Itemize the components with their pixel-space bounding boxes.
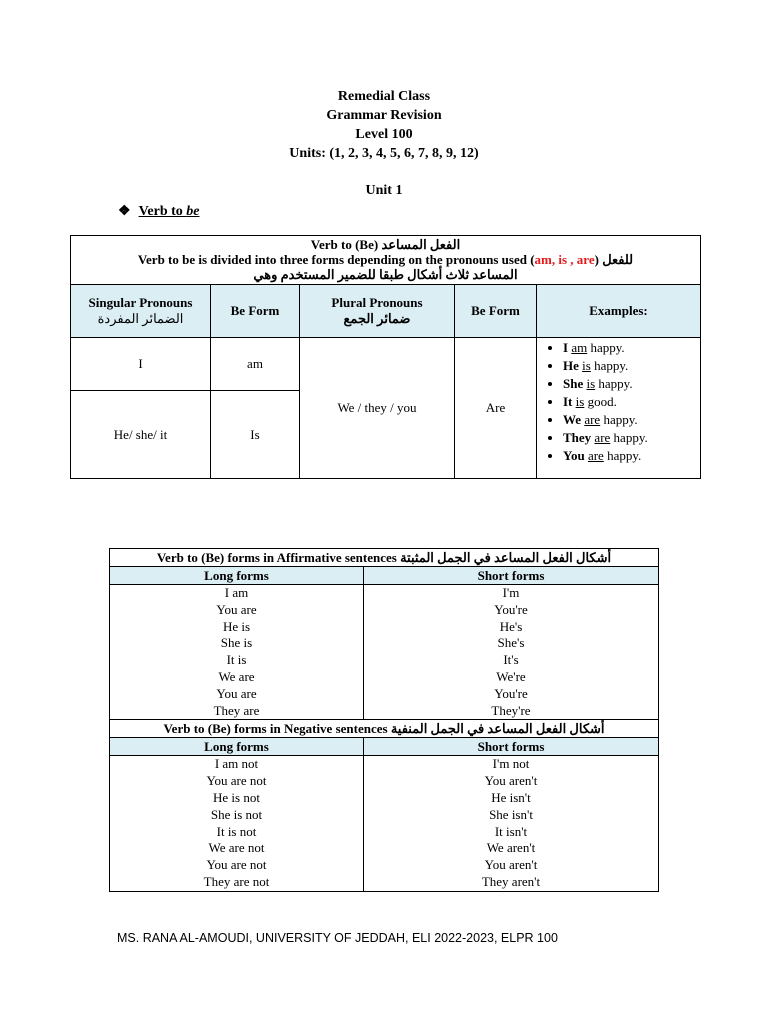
header-plural-label: Plural Pronouns bbox=[331, 295, 423, 310]
header-line-level: Level 100 bbox=[355, 127, 413, 142]
list-item: It isn't bbox=[494, 823, 528, 839]
list-item: They aren't bbox=[481, 873, 541, 889]
list-item: She isn't bbox=[489, 806, 533, 822]
section-label: Verb to bbox=[138, 204, 187, 219]
example-item: • You are happy. bbox=[563, 447, 700, 465]
list-item: You are not bbox=[206, 857, 267, 873]
list-item: She is not bbox=[210, 806, 263, 822]
list-item: He's bbox=[499, 618, 523, 634]
list-item: I am bbox=[224, 585, 249, 600]
header-singular-arabic: الضمائر المفردة bbox=[97, 311, 184, 326]
list-item: You're bbox=[494, 685, 528, 701]
header-line-units: Units: (1, 2, 3, 4, 5, 6, 7, 8, 9, 12) bbox=[289, 146, 479, 161]
list-item: We are bbox=[218, 668, 255, 684]
pronoun-he-she-it: He/ she/ it bbox=[71, 391, 211, 479]
list-item: We are not bbox=[208, 840, 265, 856]
negative-long-forms bbox=[110, 756, 364, 891]
list-item: She is bbox=[220, 635, 253, 651]
list-item: You are not bbox=[206, 773, 267, 789]
list-item: I'm bbox=[502, 585, 520, 600]
list-item: We aren't bbox=[486, 840, 536, 856]
header-line-class: Remedial Class bbox=[337, 89, 431, 104]
affirmative-title: Verb to (Be) forms in Affirmative sentences أشكال الفعل المساعد في الجمل المثبتة bbox=[110, 549, 659, 567]
affirmative-col-long: Long forms bbox=[110, 567, 364, 585]
example-item: • She is happy. bbox=[563, 375, 700, 393]
pronoun-i: I bbox=[71, 338, 211, 391]
list-item: He is bbox=[222, 618, 251, 634]
list-item: I am not bbox=[214, 756, 259, 772]
affirmative-short-forms bbox=[364, 585, 659, 720]
header-be-form-2: Be Form bbox=[455, 285, 537, 338]
example-item: • They are happy. bbox=[563, 429, 700, 447]
list-item: They are not bbox=[203, 873, 270, 889]
table-desc-forms: am, is , are bbox=[534, 252, 595, 267]
list-item: He is not bbox=[213, 789, 260, 805]
forms-table bbox=[109, 548, 659, 892]
examples-cell bbox=[537, 338, 701, 479]
list-item: It is not bbox=[216, 823, 257, 839]
footer-text: MS. RANA AL-AMOUDI, UNIVERSITY OF JEDDAH, ELI 2022-2023, ELPR 100 bbox=[117, 931, 558, 945]
header-examples: Examples: bbox=[537, 285, 701, 338]
header-plural-arabic: ضمائر الجمع bbox=[343, 311, 411, 326]
list-item: They are bbox=[213, 702, 260, 718]
table-desc-arabic: المساعد ثلاث أشكال طبقا للضمير المستخدم وهي bbox=[253, 267, 518, 282]
header-singular-label: Singular Pronouns bbox=[88, 295, 193, 310]
list-item: I'm not bbox=[492, 756, 530, 772]
list-item: He isn't bbox=[491, 789, 531, 805]
examples-list bbox=[537, 339, 700, 465]
form-are: Are bbox=[455, 338, 537, 479]
list-item: It is bbox=[226, 652, 247, 668]
diamond-bullet-icon: ❖ bbox=[118, 204, 131, 219]
list-item: You are bbox=[216, 685, 257, 701]
table-title: Verb to (Be) الفعل المساعد bbox=[310, 237, 461, 252]
header-plural-pronouns bbox=[300, 285, 455, 338]
list-item: You aren't bbox=[484, 773, 538, 789]
negative-title: Verb to (Be) forms in Negative sentences أشكال الفعل المساعد في الجمل المنفية bbox=[110, 720, 659, 738]
list-item: We're bbox=[496, 668, 526, 684]
section-label-emphasis: be bbox=[186, 204, 200, 219]
header-singular-pronouns bbox=[71, 285, 211, 338]
table-intro bbox=[71, 236, 701, 285]
list-item: She's bbox=[497, 635, 525, 651]
table-desc-part1: Verb to be is divided into three forms depending on the pronouns used ( bbox=[137, 252, 535, 267]
affirmative-col-short: Short forms bbox=[364, 567, 659, 585]
verb-to-be-table bbox=[70, 235, 701, 479]
example-item: • We are happy. bbox=[563, 411, 700, 429]
plural-pronouns: We / they / you bbox=[300, 338, 455, 479]
form-am: am bbox=[211, 338, 300, 391]
list-item: You're bbox=[494, 601, 528, 617]
affirmative-long-forms bbox=[110, 585, 364, 720]
negative-short-forms bbox=[364, 756, 659, 891]
header-line-subject: Grammar Revision bbox=[326, 108, 442, 123]
section-heading bbox=[118, 203, 199, 220]
negative-col-long: Long forms bbox=[110, 738, 364, 756]
example-item: • I am happy. bbox=[563, 339, 700, 357]
negative-col-short: Short forms bbox=[364, 738, 659, 756]
form-is: Is bbox=[211, 391, 300, 479]
table-desc-part2: ) للفعل bbox=[594, 252, 634, 267]
header-be-form-1: Be Form bbox=[211, 285, 300, 338]
list-item: You aren't bbox=[484, 857, 538, 873]
example-item: • It is good. bbox=[563, 393, 700, 411]
unit-title: Unit 1 bbox=[365, 183, 403, 198]
document-header bbox=[0, 87, 768, 163]
example-item: • He is happy. bbox=[563, 357, 700, 375]
list-item: They're bbox=[491, 702, 531, 718]
list-item: You are bbox=[216, 601, 257, 617]
list-item: It's bbox=[503, 652, 519, 668]
